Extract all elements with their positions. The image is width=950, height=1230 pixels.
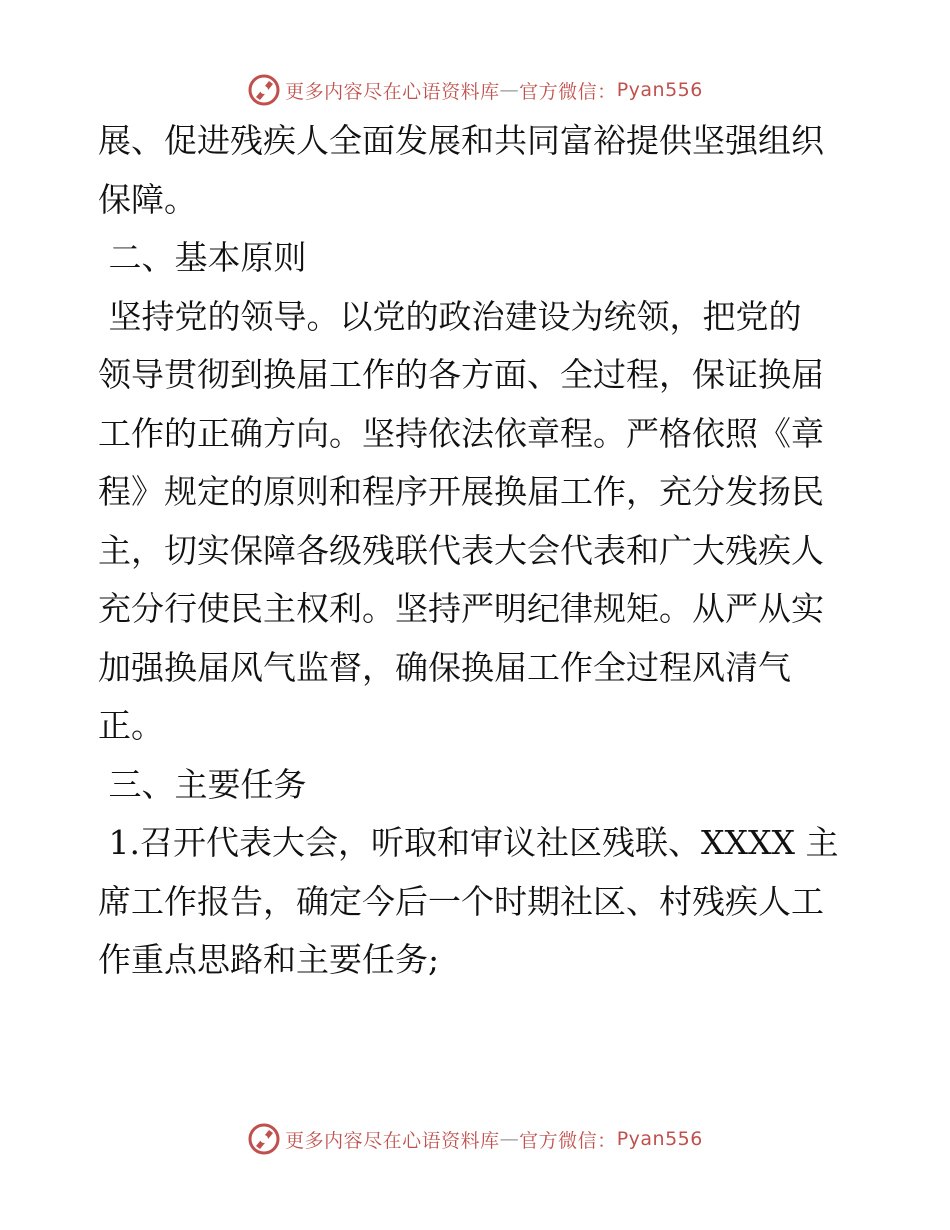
logo-icon xyxy=(247,1122,281,1156)
watermark-brand: 更多内容尽在心语资料库 xyxy=(285,1129,500,1152)
watermark-brand: 更多内容尽在心语资料库 xyxy=(285,80,500,103)
text-line: 正。 xyxy=(98,706,164,745)
watermark-separator: — xyxy=(499,79,520,101)
watermark-label: 官方微信： xyxy=(519,1129,617,1152)
watermark-label: 官方微信： xyxy=(519,80,617,103)
watermark-id: Pyan556 xyxy=(616,79,703,101)
section-heading: 二、基本原则 xyxy=(98,238,307,277)
text-line: 坚持党的领导。以党的政治建设为统领，把党的 xyxy=(98,296,802,336)
text-line: 主，切实保障各级残联代表大会代表和广大残疾人 xyxy=(98,530,824,570)
text-line: 加强换届风气监督，确保换届工作全过程风清气 xyxy=(98,647,791,687)
footer-watermark xyxy=(0,1119,950,1159)
watermark-separator: — xyxy=(499,1128,520,1150)
watermark-id: Pyan556 xyxy=(616,1128,703,1150)
text-line: 领导贯彻到换届工作的各方面、全过程，保证换届 xyxy=(98,355,824,394)
text-line: 程》规定的原则和程序开展换届工作，充分发扬民 xyxy=(98,472,824,511)
text-line: 工作的正确方向。坚持依法依章程。严格依照《章 xyxy=(98,413,824,453)
text-line: 充分行使民主权利。坚持严明纪律规矩。从严从实 xyxy=(98,589,824,628)
text-line: 席工作报告，确定今后一个时期社区、村残疾人工 xyxy=(98,881,824,921)
logo-icon xyxy=(247,73,281,107)
section-heading: 三、主要任务 xyxy=(98,764,307,804)
document-body xyxy=(98,112,858,990)
header-watermark xyxy=(0,70,950,110)
text-line: 展、促进残疾人全面发展和共同富裕提供坚强组织 xyxy=(98,121,824,160)
text-line: 作重点思路和主要任务; xyxy=(98,940,440,979)
text-line: 1.召开代表大会，听取和审议社区残联、XXXX 主 xyxy=(98,823,839,862)
text-line: 保障。 xyxy=(98,179,197,219)
